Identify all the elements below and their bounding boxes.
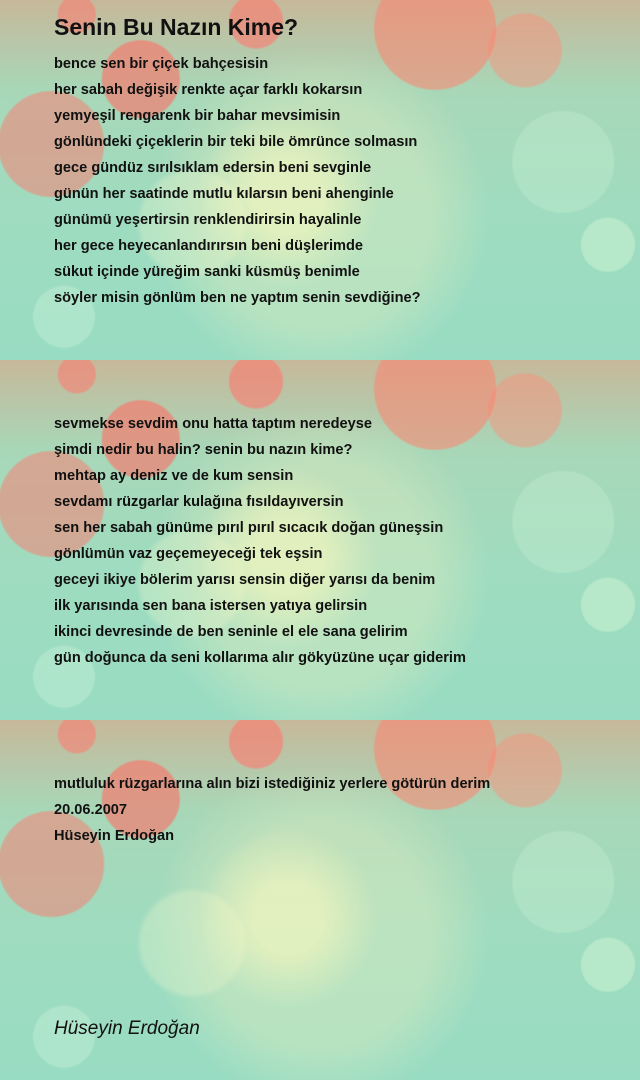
poem-title: Senin Bu Nazın Kime? <box>54 14 299 40</box>
poem-line: sükut içinde yüreğim sanki küsmüş benimle <box>54 264 360 280</box>
poem-line: mehtap ay deniz ve de kum sensin <box>54 468 294 484</box>
poem-line: gece gündüz sırılsıklam edersin beni sevginle <box>54 160 372 176</box>
poem-panel-3 <box>0 720 640 1080</box>
poem-line: gönlündeki çiçeklerin bir teki bile ömrünce solmasın <box>54 134 418 150</box>
stanza-1 <box>54 51 421 311</box>
poem-line: sevdamı rüzgarlar kulağına fısıldayıversin <box>54 494 344 510</box>
poem-line: gün doğunca da seni kollarıma alır gökyüzüne uçar giderim <box>54 650 466 666</box>
poem-line: günün her saatinde mutlu kılarsın beni ahenginle <box>54 186 394 202</box>
poem-line: sen her sabah günüme pırıl pırıl sıcacık doğan güneşsin <box>54 520 444 536</box>
poem-line: Hüseyin Erdoğan <box>54 828 175 844</box>
poem-line: gönlümün vaz geçemeyeceği tek eşsin <box>54 546 323 562</box>
poem-line: geceyi ikiye bölerim yarısı sensin diğer yarısı da benim <box>54 572 436 588</box>
poem-line: her sabah değişik renkte açar farklı kokarsın <box>54 82 363 98</box>
poem-line: 20.06.2007 <box>54 802 128 818</box>
poem-line: ikinci devresinde de ben seninle el ele sana gelirim <box>54 624 408 640</box>
poem-line: sevmekse sevdim onu hatta taptım neredeyse <box>54 416 372 432</box>
poem-panel-2 <box>0 360 640 720</box>
stanza-3 <box>54 771 490 849</box>
stanza-2 <box>54 411 466 671</box>
poem-line: bence sen bir çiçek bahçesisin <box>54 56 269 72</box>
poem-line: her gece heyecanlandırırsın beni düşlerimde <box>54 238 364 254</box>
poem-line: yemyeşil rengarenk bir bahar mevsimisin <box>54 108 341 124</box>
poem-line: ilk yarısında sen bana istersen yatıya gelirsin <box>54 598 368 614</box>
poem-line: mutluluk rüzgarlarına alın bizi istediğiniz yerlere götürün derim <box>54 776 491 792</box>
poem-line: günümü yeşertirsin renklendirirsin hayalinle <box>54 212 362 228</box>
poem-line: şimdi nedir bu halin? senin bu nazın kime? <box>54 442 353 458</box>
poem-panel-1 <box>0 0 640 360</box>
author-signature: Hüseyin Erdoğan <box>54 1018 200 1039</box>
poem-line: söyler misin gönlüm ben ne yaptım senin sevdiğine? <box>54 290 421 306</box>
